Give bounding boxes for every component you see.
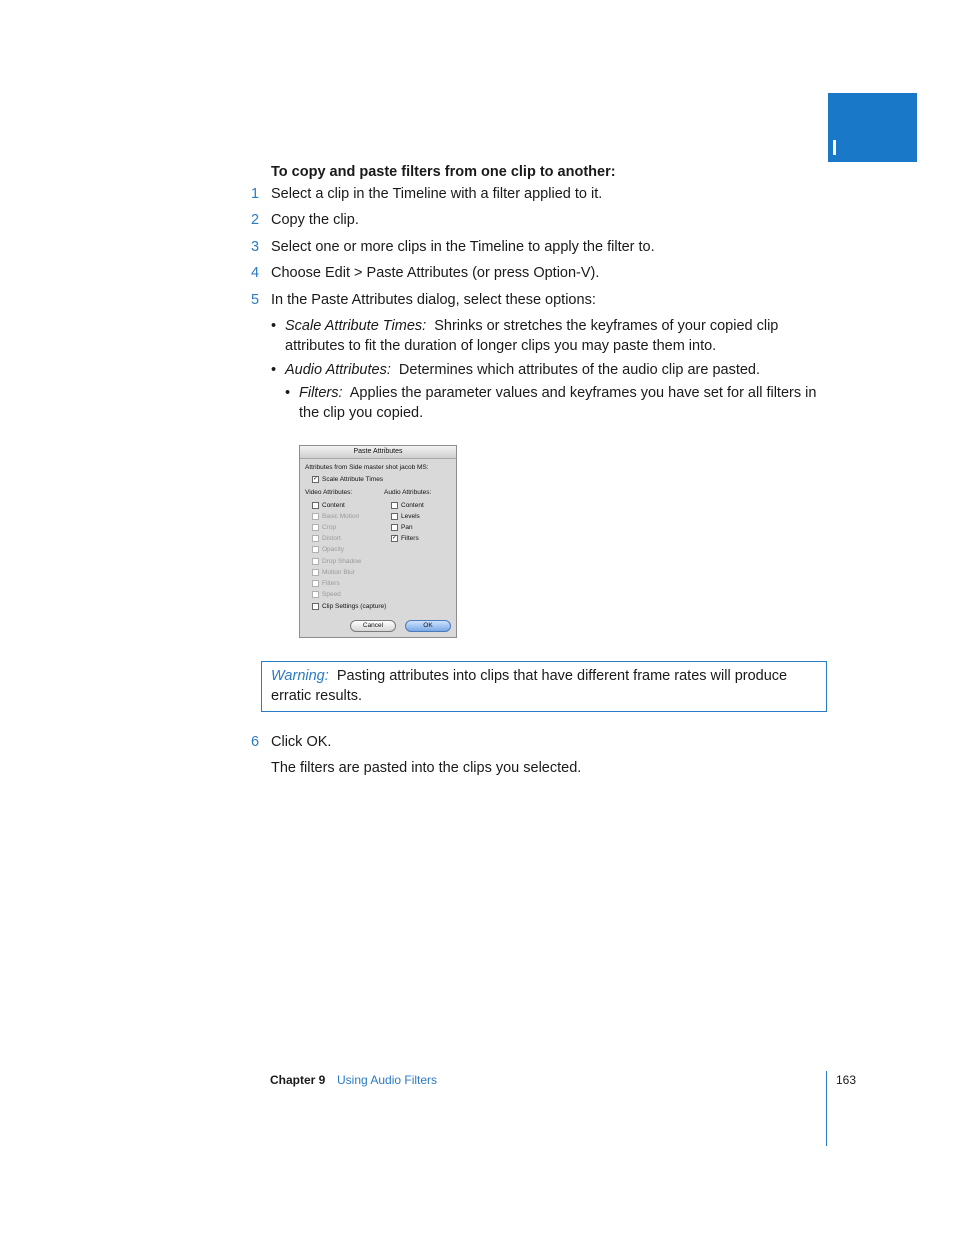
warning-label: Warning: [271,668,329,684]
bullet-text: Shrinks or stretches the keyframes of your copied clip attributes to fit the duration of longer clips you may paste them into. [285,318,779,354]
chapter-tab [828,93,917,162]
checkbox-icon [312,591,319,598]
bullet-scale-attribute-times: • Scale Attribute Times: Shrinks or stretches the keyframes of your copied clip attributes to fit the duration of longer clips you may paste them into. [271,318,779,354]
step-number: 6 [251,734,260,750]
bullet-term: Scale Attribute Times: [285,318,427,334]
checkbox-icon [312,580,319,587]
step-5 [251,292,596,308]
video-motion-blur-checkbox: Motion Blur [312,569,355,576]
audio-pan-checkbox[interactable]: Pan [391,524,413,531]
warning-box [261,661,827,712]
bullet-text: Applies the parameter values and keyframes you have set for all filters in the clip you copied. [299,385,817,421]
step-3 [251,239,655,255]
footer-chapter-title: Using Audio Filters [337,1073,438,1087]
scale-attribute-times-checkbox[interactable]: ✓ Scale Attribute Times [313,476,384,483]
video-crop-checkbox: Crop [312,524,336,531]
video-basic-motion-checkbox: Basic Motion [312,513,359,520]
checkbox-icon [312,546,319,553]
bullet-term: Filters: [299,385,343,401]
cancel-button[interactable]: Cancel [350,620,396,632]
step-4 [251,265,599,281]
step-2 [251,212,359,228]
step-text: In the Paste Attributes dialog, select these options: [271,292,596,308]
video-attributes-header: Video Attributes: [305,489,353,496]
checkbox-icon [391,524,398,531]
step-1 [251,186,602,202]
checkbox-icon [312,513,319,520]
task-heading: To copy and paste filters from one clip to another: [271,164,616,180]
step-text: Copy the clip. [271,212,359,228]
video-speed-checkbox: Speed [312,591,341,598]
step-text: Click OK. [271,734,332,750]
warning-text: Pasting attributes into clips that have different frame rates will produce erratic results. [271,668,788,704]
checkbox-checked-icon: ✓ [313,476,319,482]
audio-levels-checkbox[interactable]: Levels [391,513,420,520]
audio-filters-checkbox[interactable]: ✓ Filters [392,535,419,542]
checkbox-icon [312,569,319,576]
clip-settings-checkbox[interactable]: Clip Settings (capture) [312,603,386,610]
step-number: 2 [251,212,260,228]
checkbox-icon [391,502,398,509]
step-number: 5 [251,292,260,308]
bullet-text: Determines which attributes of the audio clip are pasted. [398,362,761,378]
ok-button[interactable]: OK [405,620,451,632]
checkbox-icon [312,603,319,610]
video-filters-checkbox: Filters [312,580,340,587]
step-text: Select a clip in the Timeline with a filter applied to it. [271,186,603,202]
chapter-tab-mark [833,140,836,155]
video-distort-checkbox: Distort [312,535,341,542]
step-number: 3 [251,239,260,255]
dialog-title: Paste Attributes [300,446,456,459]
checkbox-icon [391,513,398,520]
audio-content-checkbox[interactable]: Content [391,502,424,509]
bullet-audio-attributes: • Audio Attributes: Determines which attributes of the audio clip are pasted. [271,362,761,378]
bullet-term: Audio Attributes: [285,362,391,378]
step-number: 4 [251,265,260,281]
checkbox-icon [312,535,319,542]
checkbox-checked-icon: ✓ [392,535,398,541]
result-text: The filters are pasted into the clips you selected. [271,760,582,776]
paste-attributes-dialog [299,445,457,638]
checkbox-icon [312,524,319,531]
footer-divider [826,1071,827,1146]
video-drop-shadow-checkbox: Drop Shadow [312,558,361,565]
page-number: 163 [836,1073,857,1087]
video-content-checkbox[interactable]: Content [312,502,345,509]
checkbox-icon [312,558,319,565]
step-6 [251,734,331,750]
attributes-source-label: Attributes from Side master shot jacob MS: [305,464,429,471]
checkbox-icon [312,502,319,509]
step-text: Choose Edit > Paste Attributes (or press Option-V). [271,265,600,281]
step-text: Select one or more clips in the Timeline to apply the filter to. [271,239,655,255]
bullet-filters: • Filters: Applies the parameter values and keyframes you have set for all filters in the clip you copied. [285,385,817,421]
footer-chapter: Chapter 9 [270,1073,326,1087]
step-number: 1 [251,186,260,202]
video-opacity-checkbox: Opacity [312,546,344,553]
audio-attributes-header: Audio Attributes: [384,489,432,496]
